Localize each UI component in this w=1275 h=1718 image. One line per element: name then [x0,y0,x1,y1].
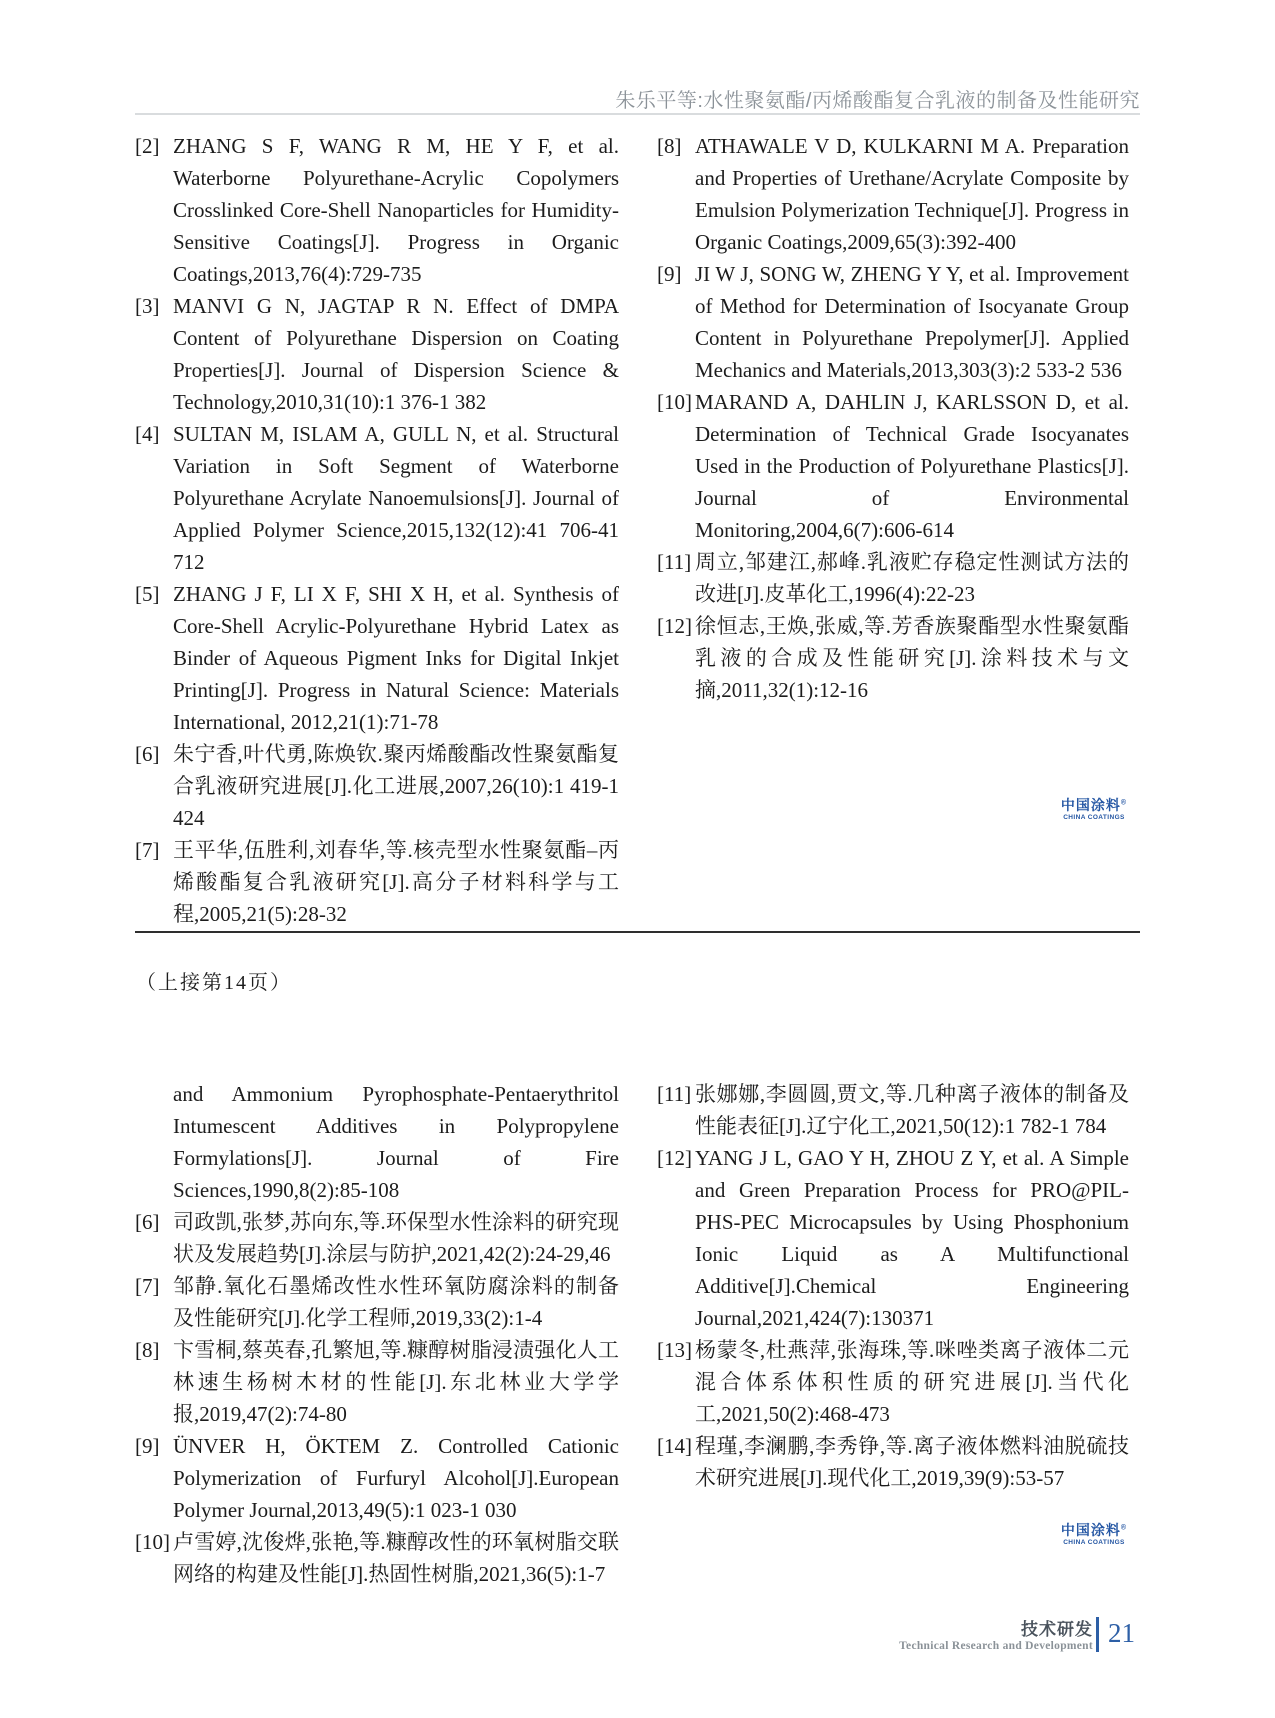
references-bottom-right-column [657,1078,1129,1494]
registered-mark: ® [1120,799,1128,807]
reference-number: [5] [135,582,160,606]
footer-section-title-en: Technical Research and Development [899,1640,1093,1652]
reference-text: JI W J, SONG W, ZHENG Y Y, et al. Improvement of Method for Determination of Isocyanate Group Content in Polyurethane Prepolymer[J]. Applied Mechanics and Materials,2013,303(3):2 533-2 536 [695,262,1129,382]
reference-text: 卞雪桐,蔡英春,孔繁旭,等.糠醇树脂浸渍强化人工林速生杨树木材的性能[J].东北林业大学学报,2019,47(2):74-80 [173,1338,619,1426]
reference-text: YANG J L, GAO Y H, ZHOU Z Y, et al. A Simple and Green Preparation Process for PRO@PIL-PHS-PEC Microcapsules by Using Phosphonium Ionic Liquid as A Multifunctional Additive[J].Chemical Engineering Journal,2021,424(7):130371 [695,1146,1129,1330]
references-top-left-column [135,130,619,930]
footer-section-title-cn: 技术研发 [1021,1620,1093,1639]
section-divider [135,931,1140,933]
logo-en-text: CHINA COATINGS [1063,814,1125,822]
reference-item [135,834,619,930]
reference-item [657,1430,1129,1494]
logo-cn-text: 中国涂料® [1060,797,1128,813]
reference-item [135,418,619,578]
reference-number: [2] [135,134,160,158]
reference-number: [6] [135,742,160,766]
reference-number: [8] [135,1338,160,1362]
reference-text: 王平华,伍胜利,刘春华,等.核壳型水性聚氨酯–丙烯酸酯复合乳液研究[J].高分子材料科学与工程,2005,21(5):28-32 [173,838,619,926]
header-rule [135,113,1140,115]
reference-number: [3] [135,294,160,318]
reference-item [657,1142,1129,1334]
reference-number: [12] [657,614,692,638]
reference-text: 朱宁香,叶代勇,陈焕钦.聚丙烯酸酯改性聚氨酯复合乳液研究进展[J].化工进展,2007,26(10):1 419-1 424 [173,742,619,830]
running-title: 朱乐平等:水性聚氨酯/丙烯酸酯复合乳液的制备及性能研究 [615,90,1140,112]
reference-number: [11] [657,550,692,574]
china-coatings-logo [1058,798,1130,822]
reference-text: 杨蒙冬,杜燕萍,张海珠,等.咪唑类离子液体二元混合体系体积性质的研究进展[J].当代化工,2021,50(2):468-473 [695,1338,1129,1426]
references-top-right-column [657,130,1129,706]
reference-item [135,1526,619,1590]
reference-item [657,130,1129,258]
reference-text: SULTAN M, ISLAM A, GULL N, et al. Structural Variation in Soft Segment of Waterborne Polyurethane Acrylate Nanoemulsions[J]. Journal of Applied Polymer Science,2015,132(12):41 706-41 712 [173,422,619,574]
reference-number: [9] [657,262,682,286]
reference-number: [9] [135,1434,160,1458]
reference-number: [10] [135,1530,170,1554]
reference-item [657,1334,1129,1430]
footer-divider-bar [1096,1617,1099,1652]
reference-text: MARAND A, DAHLIN J, KARLSSON D, et al. Determination of Technical Grade Isocyanates Used in the Production of Polyurethane Plastics[J]. Journal of Environmental Monitoring,2004,6(7):606-614 [695,390,1129,542]
reference-text: and Ammonium Pyrophosphate-Pentaerythritol Intumescent Additives in Polypropylene Formylations[J]. Journal of Fire Sciences,1990,8(2):85-108 [173,1082,619,1202]
reference-item [657,258,1129,386]
reference-item [135,1206,619,1270]
page-number: 21 [1108,1618,1135,1648]
references-bottom-left-column [135,1078,619,1590]
logo-cn-text: 中国涂料® [1060,1522,1128,1538]
reference-number: [13] [657,1338,692,1362]
reference-item [657,546,1129,610]
reference-item [135,1270,619,1334]
reference-number: [6] [135,1210,160,1234]
reference-item [135,1430,619,1526]
reference-text: ZHANG S F, WANG R M, HE Y F, et al. Waterborne Polyurethane-Acrylic Copolymers Crosslinked Core-Shell Nanoparticles for Humidity-Sensitive Coatings[J]. Progress in Organic Coatings,2013,76(4):729-735 [173,134,619,286]
reference-text: 卢雪婷,沈俊烨,张艳,等.糠醇改性的环氧树脂交联网络的构建及性能[J].热固性树脂,2021,36(5):1-7 [173,1530,619,1586]
reference-number: [12] [657,1146,692,1170]
reference-item [135,290,619,418]
reference-number: [7] [135,1274,160,1298]
reference-item [657,386,1129,546]
reference-text: ÜNVER H, ÖKTEM Z. Controlled Cationic Polymerization of Furfuryl Alcohol[J].European Polymer Journal,2013,49(5):1 023-1 030 [173,1434,619,1522]
reference-item [135,1334,619,1430]
reference-number: [4] [135,422,160,446]
reference-item [135,738,619,834]
reference-number: [7] [135,838,160,862]
reference-number: [8] [657,134,682,158]
reference-text: 邹静.氧化石墨烯改性水性环氧防腐涂料的制备及性能研究[J].化学工程师,2019,33(2):1-4 [173,1274,619,1330]
reference-text: MANVI G N, JAGTAP R N. Effect of DMPA Content of Polyurethane Dispersion on Coating Properties[J]. Journal of Dispersion Science & Technology,2010,31(10):1 376-1 382 [173,294,619,414]
reference-text: ATHAWALE V D, KULKARNI M A. Preparation and Properties of Urethane/Acrylate Composite by Emulsion Polymerization Technique[J]. Progress in Organic Coatings,2009,65(3):392-400 [695,134,1129,254]
reference-text: 徐恒志,王焕,张威,等.芳香族聚酯型水性聚氨酯乳液的合成及性能研究[J].涂料技术与文摘,2011,32(1):12-16 [695,614,1129,702]
logo-en-text: CHINA COATINGS [1063,1539,1125,1547]
continuation-note: （上接第14页） [136,972,292,994]
reference-number: [11] [657,1082,692,1106]
reference-item [135,130,619,290]
reference-text: 张娜娜,李圆圆,贾文,等.几种离子液体的制备及性能表征[J].辽宁化工,2021,50(12):1 782-1 784 [695,1082,1129,1138]
reference-number: [14] [657,1434,692,1458]
reference-item [657,1078,1129,1142]
reference-text: 司政凯,张梦,苏向东,等.环保型水性涂料的研究现状及发展趋势[J].涂层与防护,2021,42(2):24-29,46 [173,1210,619,1266]
reference-text: 程瑾,李澜鹏,李秀铮,等.离子液体燃料油脱硫技术研究进展[J].现代化工,2019,39(9):53-57 [695,1434,1129,1490]
china-coatings-logo [1058,1523,1130,1547]
registered-mark: ® [1120,1524,1128,1532]
reference-item [657,610,1129,706]
reference-text: 周立,邹建江,郝峰.乳液贮存稳定性测试方法的改进[J].皮革化工,1996(4):22-23 [695,550,1129,606]
reference-item-continuation [135,1078,619,1206]
reference-text: ZHANG J F, LI X F, SHI X H, et al. Synthesis of Core-Shell Acrylic-Polyurethane Hybrid Latex as Binder of Aqueous Pigment Inks for Digital Inkjet Printing[J]. Progress in Natural Science: Materials International, 2012,21(1):71-78 [173,582,619,734]
reference-number: [10] [657,390,692,414]
reference-item [135,578,619,738]
